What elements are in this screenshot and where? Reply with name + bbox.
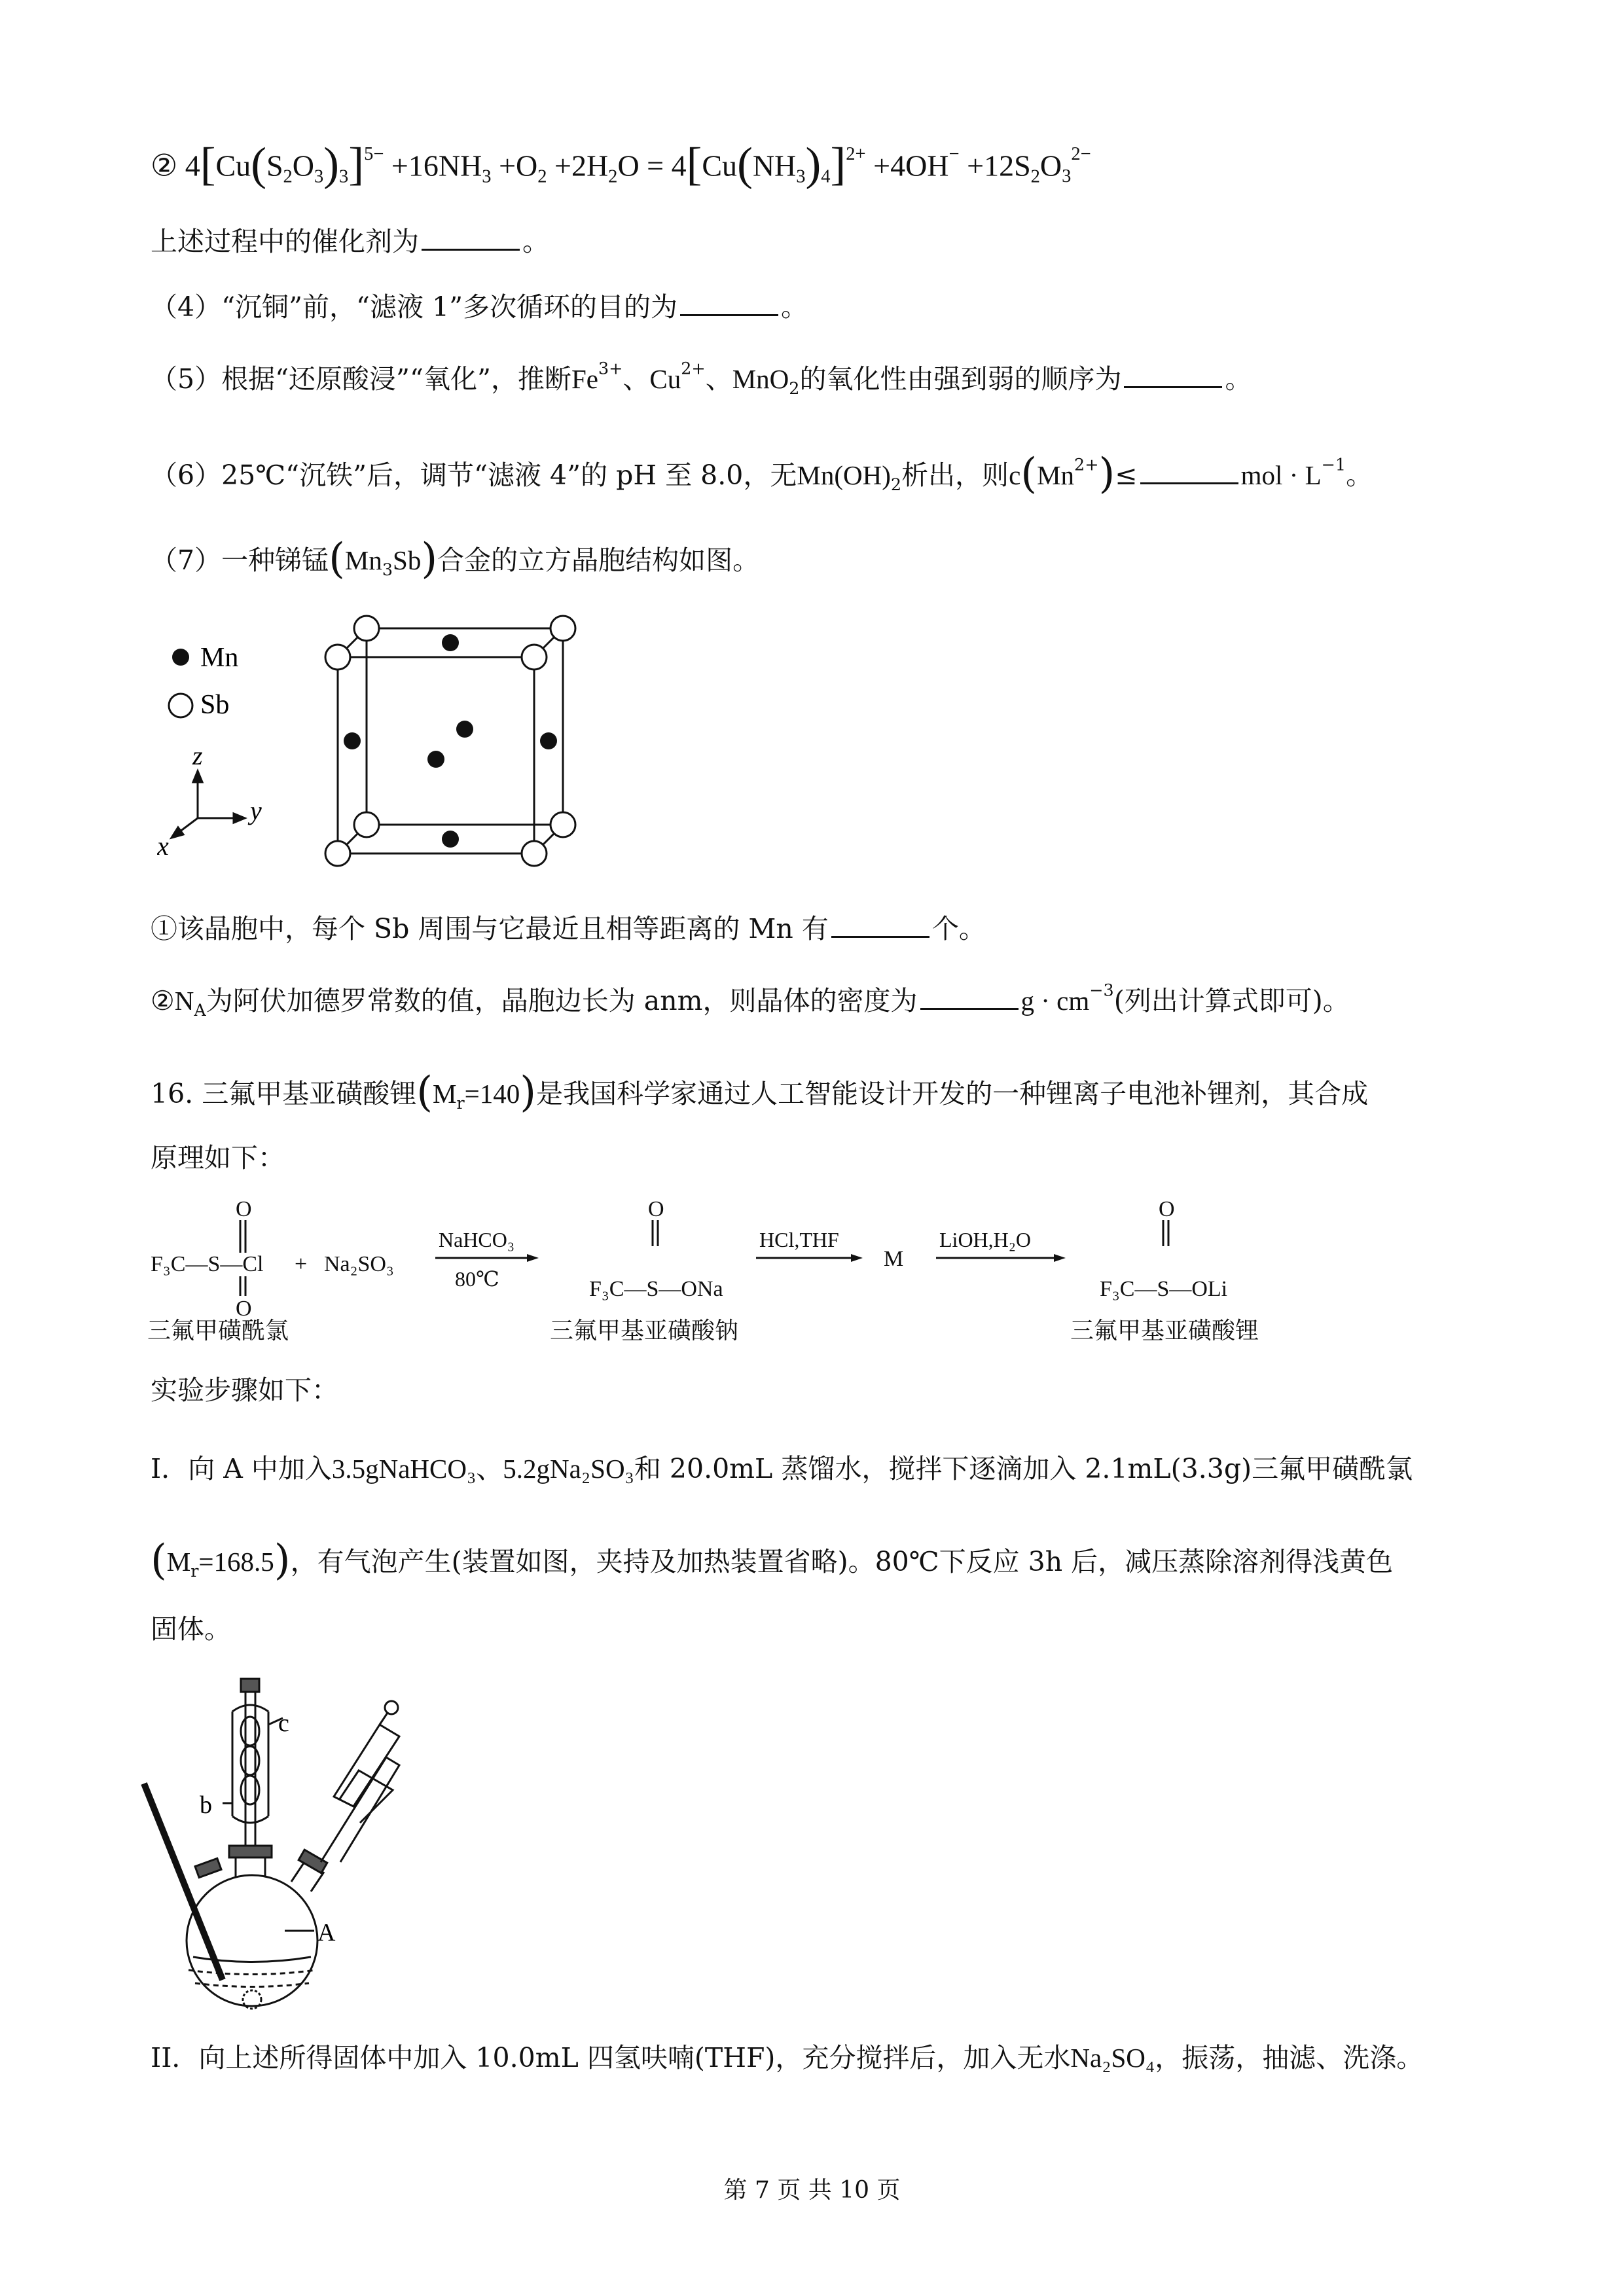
equation-marker: ②: [151, 147, 178, 183]
answer-blank[interactable]: [920, 1007, 1019, 1010]
condition-3-top: LiOH,H₂O: [939, 1228, 1032, 1251]
legend-mn-dot: [172, 649, 189, 666]
label-a: A: [317, 1919, 336, 1946]
label-product-2: 三氟甲基亚磺酸锂: [1070, 1318, 1259, 1344]
question-7-sub-1: ①该晶胞中，每个 Sb 周围与它最近且相等距离的 Mn 有 个。: [151, 913, 986, 944]
legend-sb-dot: [169, 694, 192, 717]
o-atom-p1: O: [648, 1198, 664, 1221]
label-reactant: 三氟甲磺酰氯: [147, 1318, 289, 1344]
catalyst-question: 上述过程中的催化剂为 。: [151, 226, 549, 257]
o-atom-p2: O: [1159, 1198, 1175, 1221]
page-footer: 第 7 页 共 10 页: [723, 2177, 901, 2204]
condition-1-top: NaHCO₃: [439, 1228, 515, 1251]
condition-2-top: HCl,THF: [759, 1228, 839, 1251]
question-7: （7）一种锑锰$(Mn_3Sb)$合金的立方晶胞结构如图。: [151, 534, 760, 583]
reactant-1: F₃C—S—Cl: [151, 1252, 264, 1276]
legend: [169, 643, 238, 720]
condition-1-bottom: 80℃: [455, 1267, 499, 1291]
answer-blank[interactable]: [422, 248, 520, 251]
apparatus-figure: [131, 1666, 432, 2019]
label-b: b: [200, 1791, 212, 1819]
label-product-1: 三氟甲基亚磺酸钠: [550, 1318, 739, 1344]
question-7-sub-2: $②N_A$为阿伏加德罗常数的值，晶胞边长为 anm，则晶体的密度为 $g \cdot cm^{-3}$(列出计算式即可)。: [151, 980, 1350, 1020]
plus-sign: +: [295, 1252, 308, 1276]
label-c: c: [278, 1710, 289, 1737]
axis-z-label: z: [192, 741, 203, 770]
axes: [171, 771, 245, 838]
o-atom-bottom: O: [236, 1297, 252, 1321]
crystal-cell-figure: [157, 609, 615, 884]
reactant-2: Na₂SO₃: [324, 1252, 394, 1276]
legend-sb-label: Sb: [200, 690, 230, 720]
step-1: I．向 A 中加入3.5gNaHCO₃、5.2gNa₂SO₃和 20.0mL 蒸馏水，搅拌下逐滴加入 2.1mL(3.3g)三氟甲磺酰氯: [151, 1453, 1413, 1484]
sb-atoms: [325, 616, 575, 866]
product-1: F₃C—S—ONa: [589, 1277, 723, 1301]
answer-blank[interactable]: [831, 935, 929, 938]
o-atom-top: O: [236, 1198, 252, 1221]
step-2: II．向上述所得固体中加入 10.0mL 四氢呋喃(THF)，充分搅拌后，加入无水Na₂SO₄，振荡，抽滤、洗涤。: [151, 2042, 1424, 2073]
intermediate-m: M: [884, 1247, 904, 1271]
reaction-scheme: [147, 1198, 1326, 1361]
step-1-line2: $(M_r=168.5)$，有气泡产生(装置如图，夹持及加热装置省略)。80℃下反应 3h 后，减压蒸除溶剂得浅黄色: [151, 1535, 1394, 1584]
step-1-line3: 固体。: [151, 1613, 231, 1645]
question-6: （6）25℃“沉铁”后，调节“滤液 4”的 pH 至 8.0，无$Mn(OH)_2$析出，则$c(Mn^{2+})\le$ mol · $L^{-1}$。: [151, 449, 1373, 497]
answer-blank[interactable]: [680, 314, 778, 316]
question-4: （4）“沉铜”前，“滤液 1”多次循环的目的为 。: [151, 291, 808, 323]
steps-title: 实验步骤如下：: [151, 1374, 338, 1406]
answer-blank[interactable]: [1140, 482, 1238, 484]
axis-x-label: x: [157, 831, 169, 861]
question-5: （5）根据“还原酸浸”“氧化”，推断$Fe^{3+}$、$Cu^{2+}$、MnO$_2$的氧化性由强到弱的顺序为 。: [151, 358, 1252, 398]
question-16-intro-line2: 原理如下：: [151, 1142, 285, 1174]
question-16-intro: 16. 三氟甲基亚磺酸锂$(M_r=140)$是我国科学家通过人工智能设计开发的一种锂离子电池补锂剂，其合成: [151, 1067, 1369, 1116]
product-2: F₃C—S—OLi: [1100, 1277, 1228, 1301]
answer-blank[interactable]: [1124, 386, 1222, 388]
axis-y-label: y: [250, 796, 262, 825]
legend-mn-label: Mn: [200, 643, 239, 673]
equation-2: ② $4[Cu(S_2O_3)_3]^{5-} +16NH_3 +O_2 +2H_2O = 4[Cu(NH_3)_4]^{2+} +4OH^- +12S_2O_3^{2-}$: [151, 138, 1091, 190]
